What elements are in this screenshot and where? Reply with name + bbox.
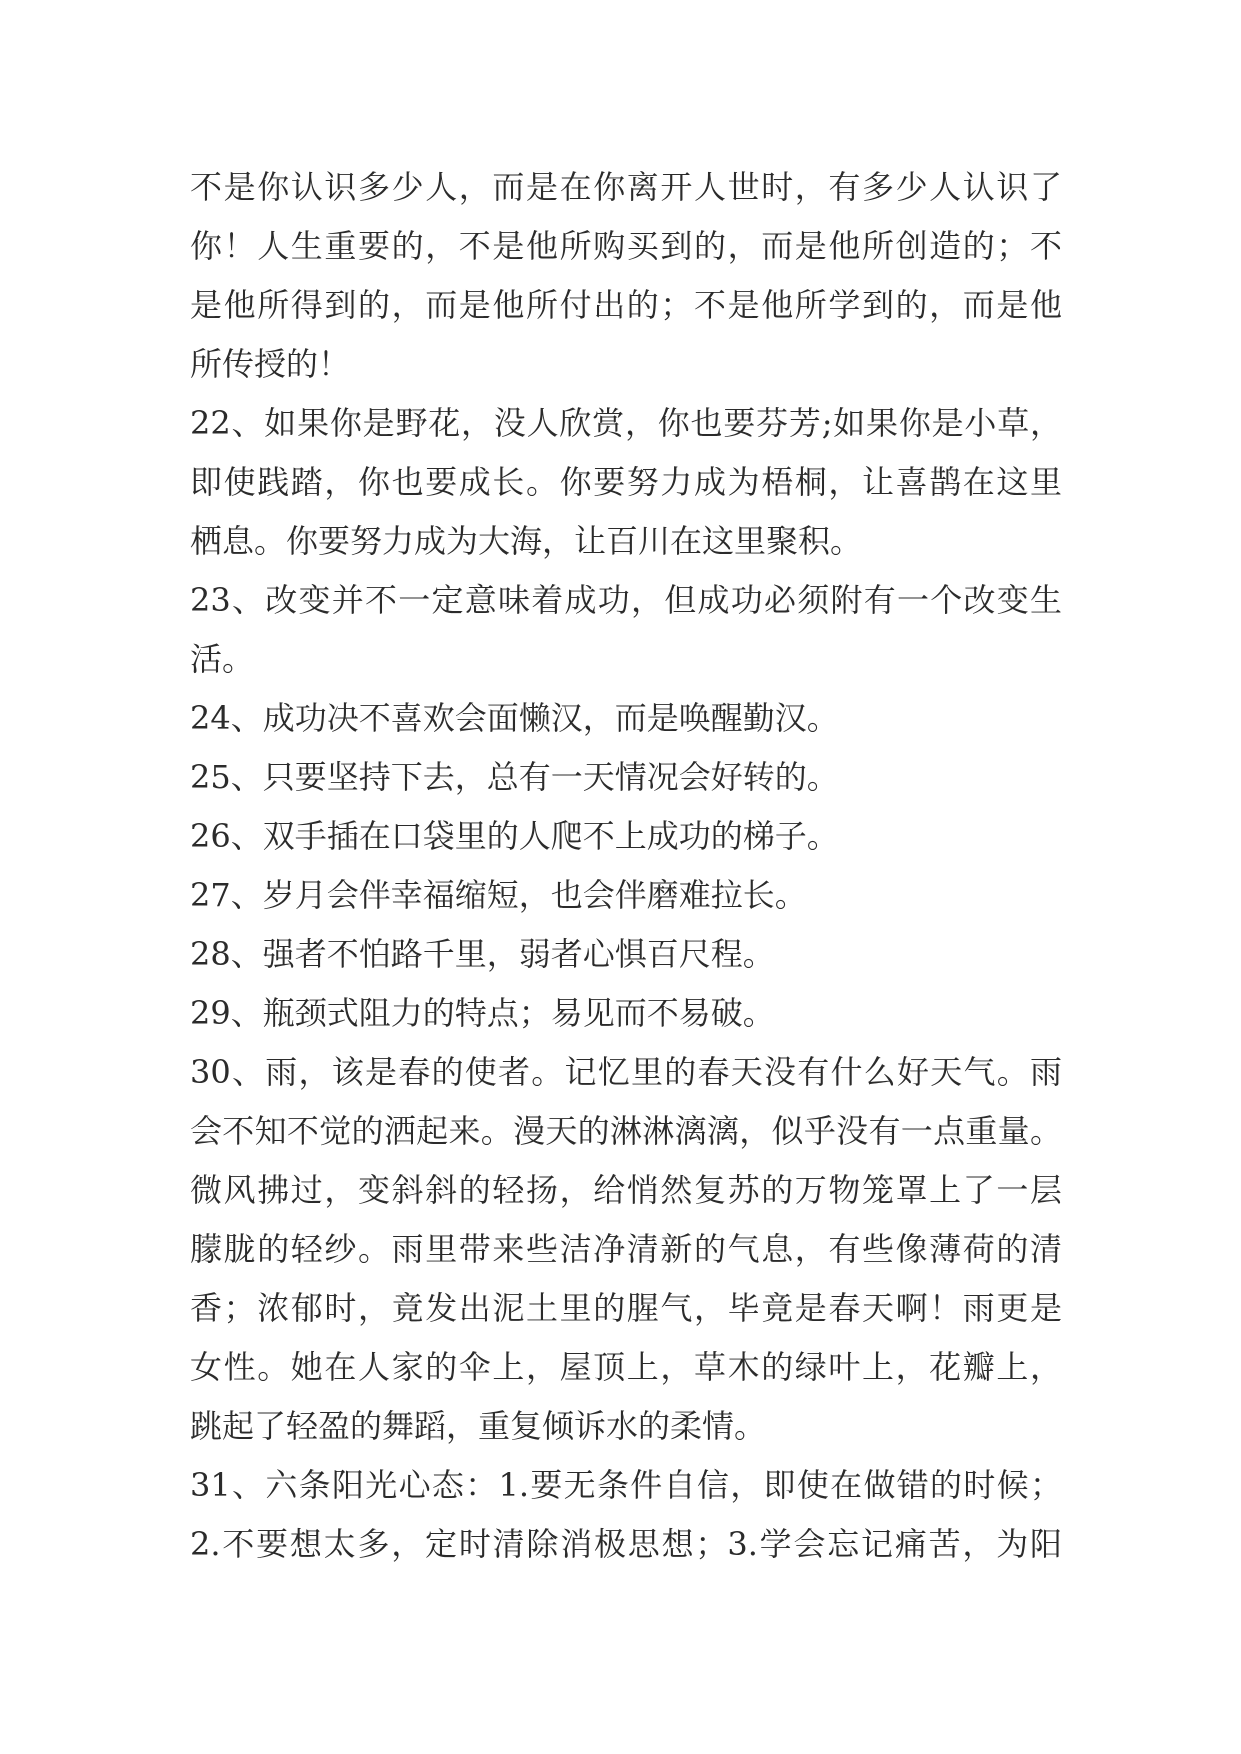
text-line: 23、改变并不一定意味着成功，但成功必须附有一个改变生 [190,581,1062,619]
text-line: 26、双手插在口袋里的人爬不上成功的梯子。 [190,817,839,855]
text-line: 所传授的！ [190,345,351,383]
text-line: 24、成功决不喜欢会面懒汉，而是唤醒勤汉。 [190,699,839,737]
text-line: 2.不要想太多，定时清除消极思想；3.学会忘记痛苦，为阳 [190,1525,1062,1563]
text-line: 跳起了轻盈的舞蹈，重复倾诉水的柔情。 [190,1407,767,1445]
text-line: 是他所得到的，而是他所付出的；不是他所学到的，而是他 [190,286,1062,324]
text-line: 你！人生重要的，不是他所购买到的，而是他所创造的；不 [190,227,1062,265]
text-line: 即使践踏，你也要成长。你要努力成为梧桐，让喜鹊在这里 [190,463,1062,501]
text-line: 会不知不觉的洒起来。漫天的淋淋漓漓，似乎没有一点重量。 [190,1112,1062,1150]
text-line: 香；浓郁时，竟发出泥土里的腥气，毕竟是春天啊！雨更是 [190,1289,1062,1327]
text-line: 栖息。你要努力成为大海，让百川在这里聚积。 [190,522,863,560]
text-line: 25、只要坚持下去，总有一天情况会好转的。 [190,758,839,796]
text-line: 30、雨，该是春的使者。记忆里的春天没有什么好天气。雨 [190,1053,1062,1091]
text-line: 28、强者不怕路千里，弱者心惧百尺程。 [190,935,775,973]
text-line: 31、六条阳光心态：1.要无条件自信，即使在做错的时候； [190,1466,1062,1504]
text-line: 29、瓶颈式阻力的特点；易见而不易破。 [190,994,775,1032]
text-line: 不是你认识多少人，而是在你离开人世时，有多少人认识了 [190,168,1062,206]
text-line: 活。 [190,640,255,678]
text-line: 朦胧的轻纱。雨里带来些洁净清新的气息，有些像薄荷的清 [190,1230,1062,1268]
body-text [190,158,1062,1574]
text-line: 27、岁月会伴幸福缩短，也会伴磨难拉长。 [190,876,807,914]
text-line: 微风拂过，变斜斜的轻扬，给悄然复苏的万物笼罩上了一层 [190,1171,1062,1209]
text-line: 女性。她在人家的伞上，屋顶上，草木的绿叶上，花瓣上， [190,1348,1062,1386]
text-line: 22、如果你是野花，没人欣赏，你也要芬芳;如果你是小草， [190,404,1062,442]
